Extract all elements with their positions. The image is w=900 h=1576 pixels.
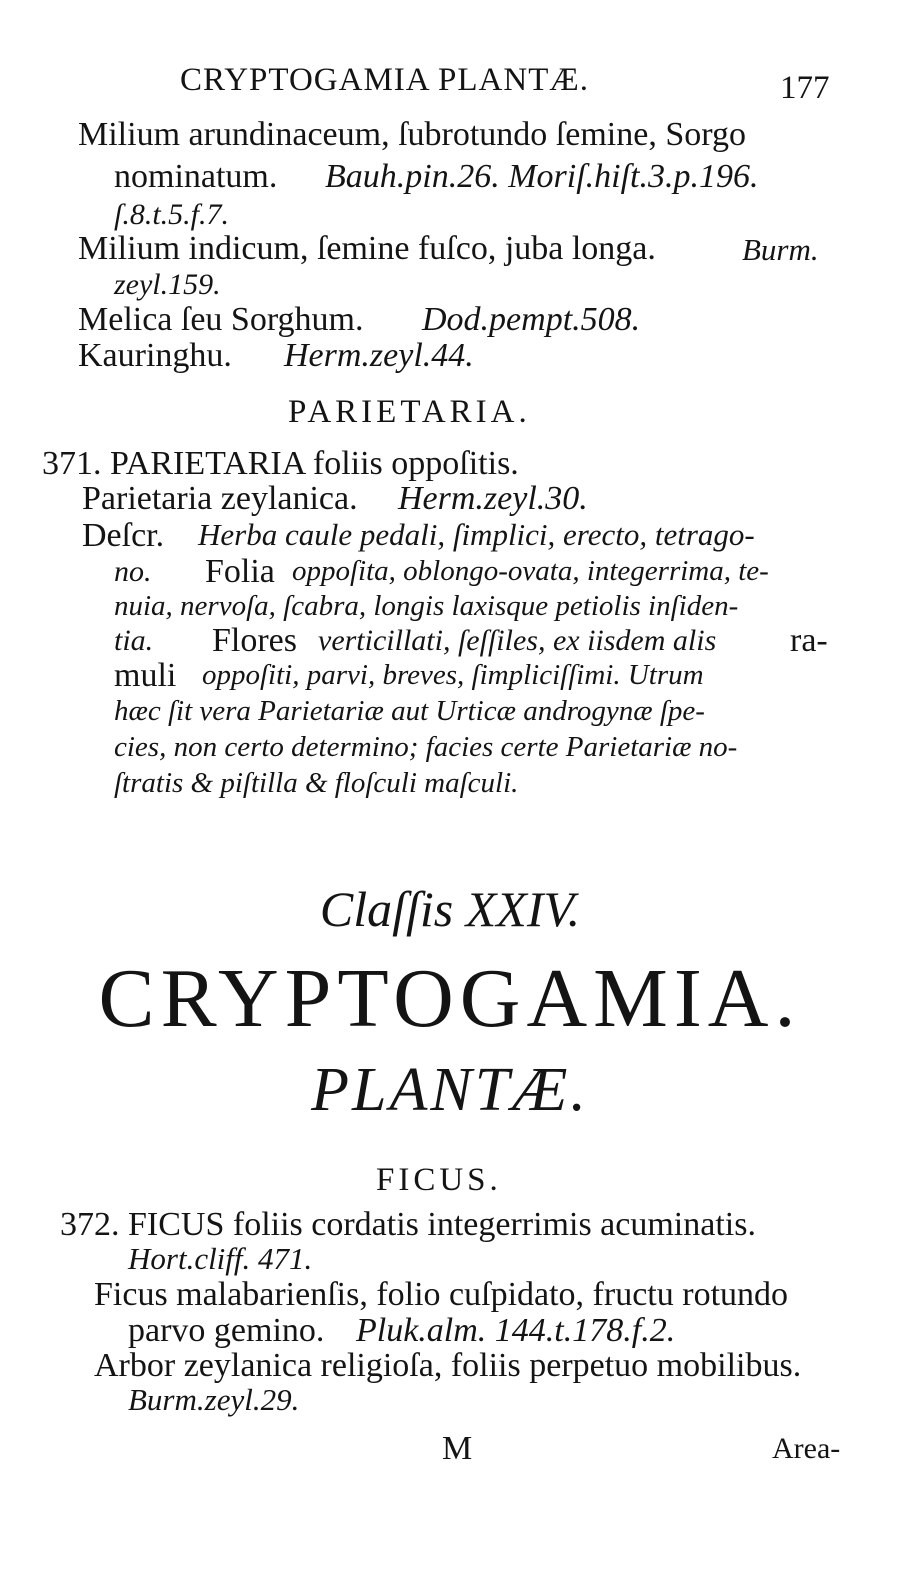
text-line: Arbor zeylanica religioſa, foliis perpetuo mobilibus. [94, 1347, 802, 1384]
class-number: Claſſis XXIV. [319, 881, 581, 937]
class-title: CRYPTOGAMIA. [98, 952, 802, 1045]
text-line: muli [114, 657, 177, 694]
text-line: Flores [212, 622, 297, 659]
text-line: parvo gemino. [128, 1312, 325, 1349]
section-heading-parietaria: PARIETARIA. [288, 394, 531, 430]
text-line: Deſcr. [82, 517, 165, 554]
catchword: Area- [772, 1432, 841, 1465]
citation: ſ.8.t.5.f.7. [114, 198, 230, 231]
text-line: Parietaria zeylanica. [82, 480, 358, 517]
text-line: Milium indicum, ſemine fuſco, juba longa. [78, 230, 656, 267]
text-line: ſtratis & piſtilla & floſculi maſculi. [114, 767, 519, 799]
citation: zeyl.159. [114, 268, 221, 301]
text-line: Folia [205, 553, 275, 590]
text-line: Milium arundinaceum, ſubrotundo ſemine, Sorgo [78, 116, 746, 153]
text-line: hæc ſit vera Parietariæ aut Urticæ androgynæ ſpe- [114, 695, 705, 727]
text-line: nominatum. [114, 158, 278, 195]
class-subtitle: PLANTÆ. [311, 1056, 589, 1124]
citation: Burm. [742, 232, 819, 267]
text-line: cies, non certo determino; facies certe Parietariæ no- [114, 731, 738, 763]
entry-heading: 371. PARIETARIA foliis oppoſitis. [42, 445, 519, 482]
citation: Pluk.alm. 144.t.178.f.2. [356, 1312, 676, 1349]
text-line: Melica ſeu Sorghum. [78, 301, 364, 338]
running-title: CRYPTOGAMIA PLANTÆ. [180, 62, 589, 98]
text-line: oppoſiti, parvi, breves, ſimpliciſſimi. Utrum [202, 659, 704, 691]
page-number: 177 [780, 70, 830, 106]
text-line: no. [114, 555, 152, 588]
text-line: verticillati, ſeſſiles, ex iisdem alis [318, 624, 717, 657]
text-line: Herba caule pedali, ſimplici, erecto, tetrago- [198, 517, 755, 552]
citation: Burm.zeyl.29. [128, 1382, 300, 1417]
citation: Herm.zeyl.44. [284, 337, 474, 374]
entry-heading: 372. FICUS foliis cordatis integerrimis acuminatis. [60, 1206, 756, 1243]
text-line: nuia, nervoſa, ſcabra, longis laxisque petiolis inſiden- [114, 590, 739, 622]
text-line: oppoſita, oblongo-ovata, integerrima, te- [292, 555, 769, 587]
citation: Dod.pempt.508. [422, 301, 641, 338]
citation: Herm.zeyl.30. [398, 480, 588, 517]
text-line: Ficus malabarienſis, folio cuſpidato, fructu rotundo [94, 1276, 789, 1313]
citation: Bauh.pin.26. Moriſ.hiſt.3.p.196. [325, 158, 759, 195]
citation: Hort.cliff. 471. [128, 1241, 313, 1276]
text-line: tia. [114, 624, 154, 657]
signature-mark: M [442, 1430, 473, 1467]
text-line: Kauringhu. [78, 337, 232, 374]
text-line: ra- [790, 622, 828, 659]
section-heading-ficus: FICUS. [376, 1162, 502, 1198]
